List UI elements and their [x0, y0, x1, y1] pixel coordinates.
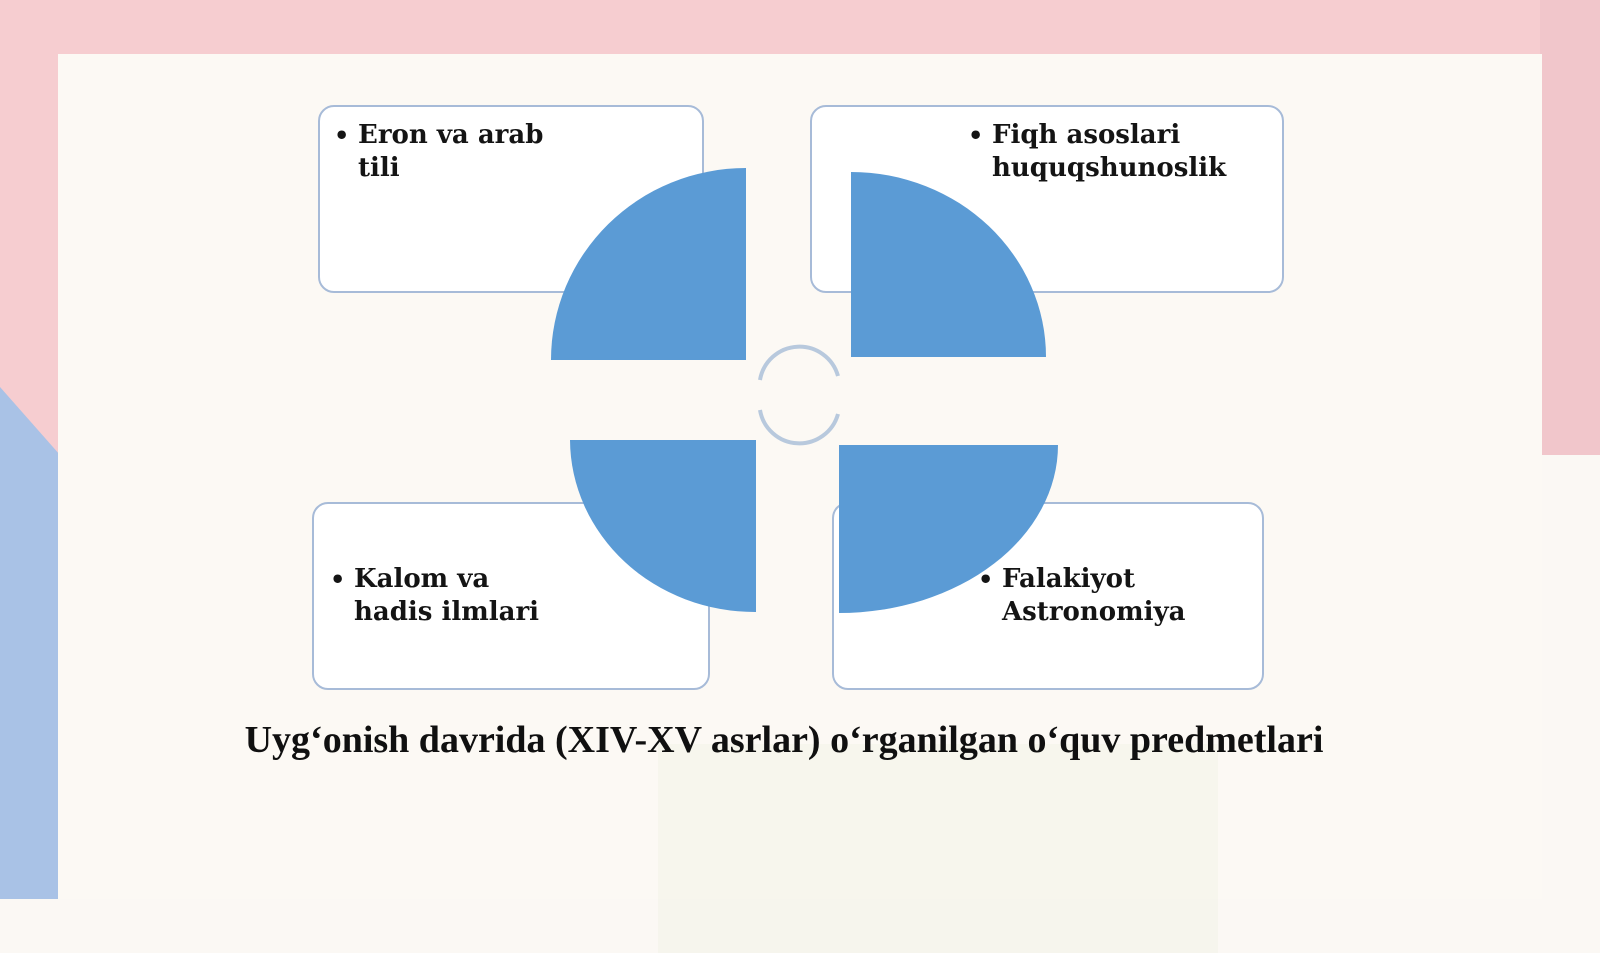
card-line: Eron va arab	[358, 120, 544, 150]
card-text-top-right	[968, 119, 1227, 185]
bullet-icon: •	[968, 121, 984, 150]
bullet-icon: •	[330, 565, 346, 594]
quadrant-top-right	[851, 172, 1046, 357]
quadrant-top-left	[551, 168, 746, 360]
card-line: hadis ilmlari	[354, 597, 540, 627]
card-line: Falakiyot	[1002, 564, 1135, 594]
card-line: tili	[358, 153, 400, 183]
bullet-icon: •	[334, 121, 350, 150]
quadrant-bottom-left	[570, 440, 756, 612]
card-text-top-left	[334, 119, 544, 185]
card-text-bottom-left	[330, 563, 540, 629]
card-line: Astronomiya	[1002, 597, 1186, 627]
card-line: Kalom va	[354, 564, 490, 594]
center-ring	[760, 347, 838, 444]
card-line: huquqshunoslik	[992, 153, 1227, 183]
card-text-bottom-right	[978, 563, 1186, 629]
bullet-icon: •	[978, 565, 994, 594]
card-line: Fiqh asoslari	[992, 120, 1181, 150]
slide-caption: Uyg‘onish davrida (XIV-XV asrlar) o‘rganilgan o‘quv predmetlari	[244, 719, 1324, 761]
